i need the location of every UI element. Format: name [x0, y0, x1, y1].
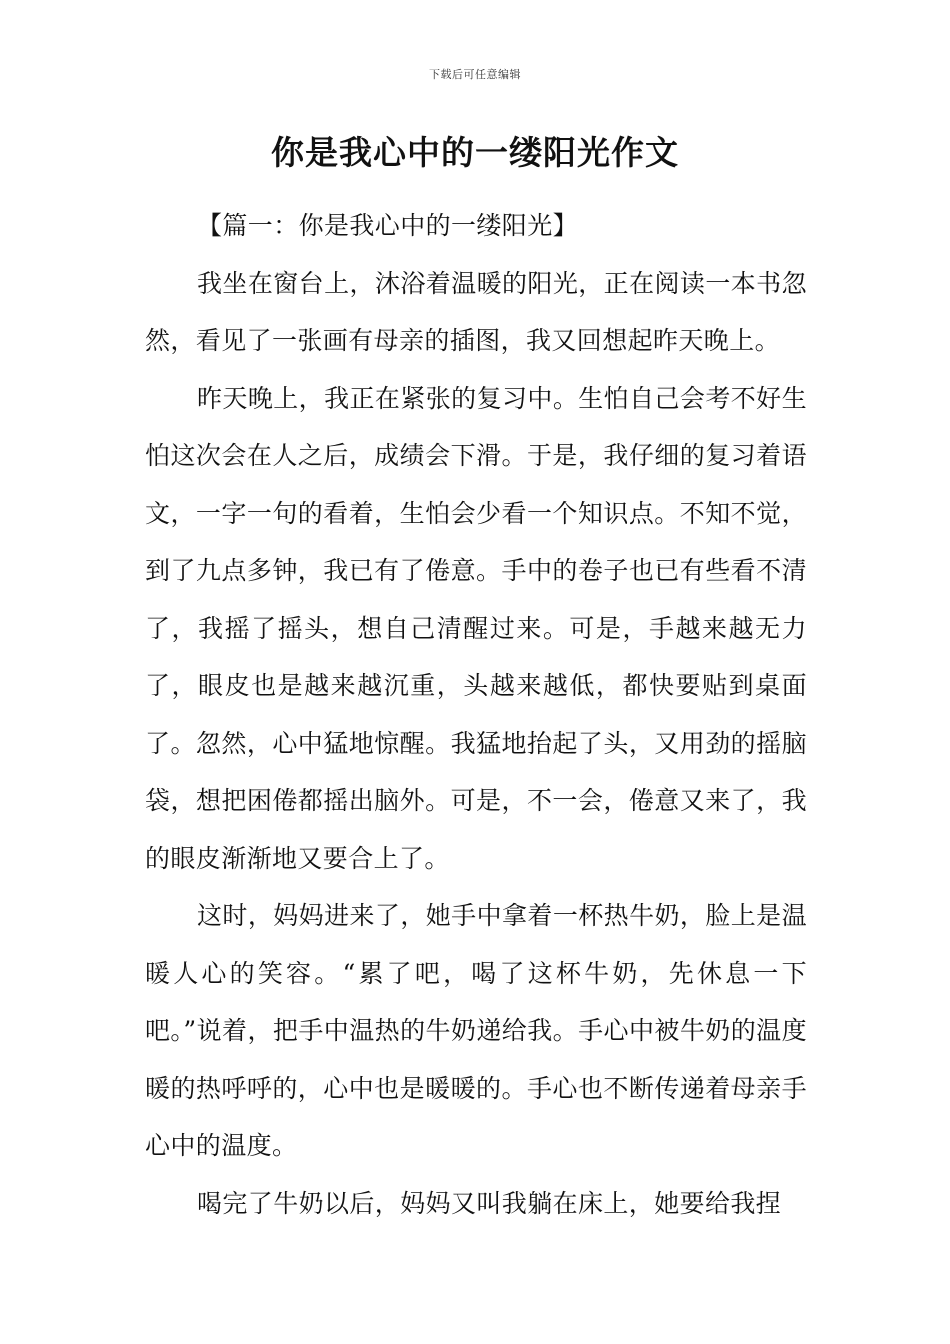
- header-note: 下载后可任意编辑: [429, 68, 521, 81]
- paragraph: 我坐在窗台上，沐浴着温暖的阳光，正在阅读一本书忽然，看见了一张画有母亲的插图，我又回想起昨天晚上。: [145, 268, 807, 355]
- document-body: [145, 197, 807, 1232]
- paragraph: 昨天晚上，我正在紧张的复习中。生怕自己会考不好生怕这次会在人之后，成绩会下滑。于是，我仔细的复习着语文，一字一句的看着，生怕会少看一个知识点。不知不觉，到了九点多钟，我已有了倦意。手中的卷子也已有些看不清了，我摇了摇头，想自己清醒过来。可是，手越来越无力了，眼皮也是越来越沉重，头越来越低，都快要贴到桌面了。忽然，心中猛地惊醒。我猛地抬起了头，又用劲的摇脑袋，想把困倦都摇出脑外。可是，不一会，倦意又来了，我的眼皮渐渐地又要合上了。: [145, 383, 807, 873]
- paragraph: 喝完了牛奶以后，妈妈又叫我躺在床上，她要给我捏: [197, 1188, 782, 1218]
- section-heading: 【篇一：你是我心中的一缕阳光】: [197, 211, 579, 240]
- document-title: 你是我心中的一缕阳光作文: [271, 133, 679, 172]
- paragraph: 这时，妈妈进来了，她手中拿着一杯热牛奶，脸上是温暖人心的笑容。“累了吧，喝了这杯牛奶，先休息一下吧。”说着，把手中温热的牛奶递给我。手心中被牛奶的温度暖的热呼呼的，心中也是暖暖的。手心也不断传递着母亲手心中的温度。: [145, 901, 807, 1160]
